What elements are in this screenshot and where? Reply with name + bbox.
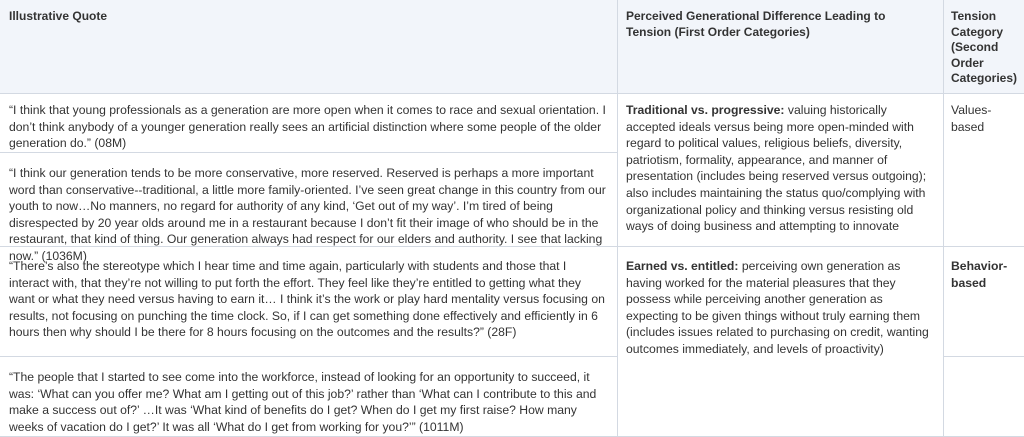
difference-description: perceiving own generation as having worked for the material pleasures that they possess while perceiving another generation as expecting to be given things without truly earning them (includes issues related to purchasing on credit, wanting outcomes immediately, and levels of proactivity) [626, 259, 929, 356]
difference-cell [626, 102, 932, 235]
row-divider [0, 152, 617, 153]
difference-term: Earned vs. entitled: [626, 259, 739, 273]
header-generational-difference: Perceived Generational Difference Leading to Tension (First Order Categories) [626, 9, 886, 39]
difference-cell [626, 258, 932, 358]
header-illustrative-quote: Illustrative Quote [9, 9, 108, 23]
row-divider [943, 356, 1024, 357]
column-divider [617, 0, 618, 437]
difference-term: Traditional vs. progressive: [626, 103, 785, 117]
category-cell: Behavior-based [951, 259, 1008, 290]
quote-cell: “The people that I started to see come into the workforce, instead of looking for an opportunity to succeed, it was: ‘What can you offer me? What am I getting out of this job?’ rather than ‘What can I contribute to this and make a success out of?’ …It was ‘What kind of benefits do I get? When do I get my first raise? How many weeks of vacation do I get?’ It was all ‘What do I get from working for you?’” (1011M) [9, 370, 597, 434]
row-divider [0, 356, 617, 357]
difference-description: valuing historically accepted ideals versus being more open-minded with regard to political values, religious beliefs, diversity, patriotism, formality, appearance, and manner of presentation (includes being reserved versus outgoing); also includes maintaining the status quo/complying with organizational policy and thinking versus resisting old ways of doing business and attempting to innovate [626, 103, 927, 234]
quote-cell: “I think that young professionals as a generation are more open when it comes to race and sexual orientation. I don’t think anybody of a younger generation really sees an artificial distinction where some people of the older generation do.” (08M) [9, 103, 606, 151]
quote-cell: “There’s also the stereotype which I hear time and time again, particularly with students and those that I interact with, that they’re not willing to put forth the effort. They feel like they’re entitled to getting what they want or what they need versus having to earn it… I think it’s the work or play hard mentality versus focusing on results, not focusing on punching the time clock. So, if I can get something done effectively and efficiently in 6 hours then why should I be there for 8 hours focusing on the outcomes and the results?” (28F) [9, 259, 605, 340]
category-cell: Values-based [951, 103, 992, 134]
column-divider [943, 0, 944, 437]
header-tension-category: Tension Category (Second Order Categories) [951, 9, 1018, 85]
quote-cell: “I think our generation tends to be more conservative, more reserved. Reserved is perhaps a more important word than conservative--traditional, a little more family-oriented. I’ve seen great change in this country from our youth to now…No manners, no regard for authority of any kind, ‘Get out of my way’. I’m tired of being disrespected by 20 year olds around me in a restaurant because I don’t fit their image of who should be in the restaurant, that kind of thing. Our generation always had respect for our elders and authority. I see that lacking now.” (1036M) [9, 166, 606, 263]
